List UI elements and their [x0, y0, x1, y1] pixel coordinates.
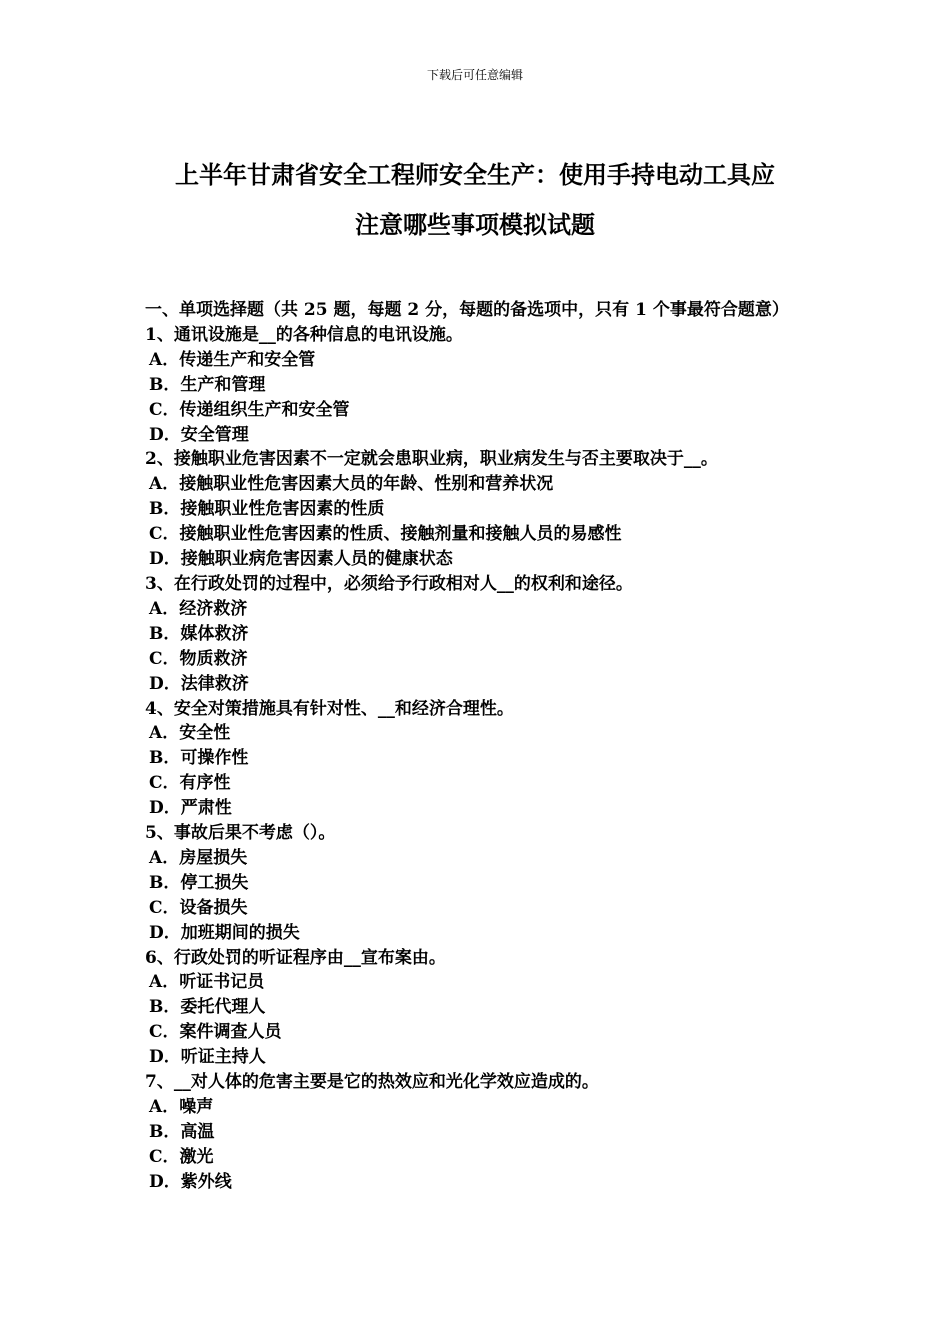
- option-c: C．物质救济: [149, 648, 248, 669]
- option-d: D．严肃性: [149, 798, 232, 819]
- question-1: [145, 323, 810, 448]
- option-a: A．安全性: [149, 723, 231, 744]
- question-stem: 7、__对人体的危害主要是它的热效应和光化学效应造成的。: [145, 1072, 599, 1093]
- option-c: C．有序性: [149, 773, 231, 794]
- option-b: B．媒体救济: [149, 623, 249, 644]
- option-b: B．可操作性: [149, 748, 249, 769]
- question-section: [145, 298, 810, 1195]
- question-4: [145, 697, 810, 822]
- option-d: D．接触职业病危害因素人员的健康状态: [149, 549, 453, 570]
- option-d: D．法律救济: [149, 673, 249, 694]
- option-c: C．接触职业性危害因素的性质、接触剂量和接触人员的易感性: [149, 524, 622, 545]
- option-a: A．经济救济: [149, 598, 248, 619]
- option-b: B．接触职业性危害因素的性质: [149, 499, 385, 520]
- question-7: [145, 1070, 810, 1195]
- question-stem: 6、行政处罚的听证程序由__宣布案由。: [145, 947, 446, 968]
- title-line-1: 上半年甘肃省安全工程师安全生产：使用手持电动工具应: [175, 160, 775, 189]
- option-a: A．接触职业性危害因素大员的年龄、性别和营养状况: [149, 474, 554, 495]
- question-stem: 1、通讯设施是__的各种信息的电讯设施。: [145, 324, 463, 345]
- document-title: [130, 150, 820, 250]
- option-c: C．案件调查人员: [149, 1022, 282, 1043]
- question-5: [145, 821, 810, 946]
- question-6: [145, 946, 810, 1071]
- question-stem: 3、在行政处罚的过程中，必须给予行政相对人__的权利和途径。: [145, 573, 633, 594]
- question-stem: 5、事故后果不考虑（）。: [145, 823, 336, 844]
- option-a: A．噪声: [149, 1097, 214, 1117]
- question-stem: 4、安全对策措施具有针对性、__和经济合理性。: [145, 698, 514, 719]
- option-c: C．设备损失: [149, 897, 248, 918]
- option-a: A．传递生产和安全管: [149, 349, 316, 370]
- option-d: D．加班期间的损失: [149, 922, 300, 943]
- question-stem: 2、接触职业危害因素不一定就会患职业病，职业病发生与否主要取决于__。: [145, 449, 718, 470]
- option-c: C．激光: [149, 1146, 214, 1167]
- option-a: A．听证书记员: [149, 972, 265, 993]
- option-b: B．生产和管理: [149, 374, 266, 395]
- option-b: B．委托代理人: [149, 997, 266, 1018]
- question-3: [145, 572, 810, 697]
- question-2: [145, 447, 810, 572]
- option-b: B．高温: [149, 1121, 215, 1142]
- option-d: D．安全管理: [149, 424, 249, 445]
- option-a: A．房屋损失: [149, 847, 248, 868]
- page-header-note: 下载后可任意编辑: [426, 68, 523, 82]
- option-d: D．听证主持人: [149, 1047, 266, 1068]
- option-d: D．紫外线: [149, 1171, 232, 1192]
- section-heading: 一、单项选择题（共 25 题，每题 2 分，每题的备选项中，只有 1 个事最符合题意）: [145, 300, 789, 320]
- title-line-2: 注意哪些事项模拟试题: [355, 210, 595, 239]
- option-c: C．传递组织生产和安全管: [149, 399, 350, 420]
- option-b: B．停工损失: [149, 872, 249, 893]
